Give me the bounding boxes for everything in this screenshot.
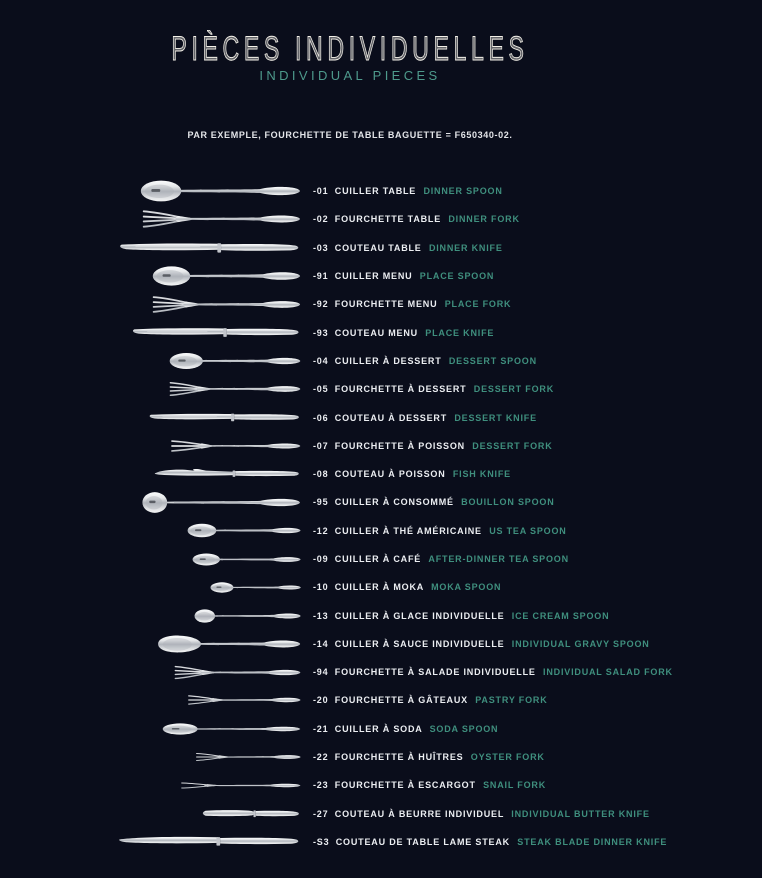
item-name-fr: FOURCHETTE À GÂTEAUX [334, 695, 468, 706]
cutlery-image-cell [0, 264, 302, 288]
item-name-en: DESSERT FORK [472, 440, 553, 451]
dinner-knife-icon [117, 240, 302, 256]
gravy-spoon-icon [157, 633, 302, 655]
place-knife-icon [130, 325, 302, 340]
item-code: -13 [313, 610, 329, 621]
list-item [0, 771, 762, 799]
item-name-en: FISH KNIFE [452, 469, 511, 480]
list-item [0, 715, 762, 743]
item-name-en: SODA SPOON [429, 723, 499, 734]
page-title: PIÈCES INDIVIDUELLES [171, 30, 529, 68]
cutlery-image-cell [0, 208, 302, 230]
item-code: -06 [313, 412, 329, 423]
salad-fork-icon [174, 664, 302, 681]
coffee-spoon-icon [192, 552, 302, 567]
butter-knife-icon [169, 807, 302, 821]
item-name-fr: COUTEAU DE TABLE LAME STEAK [335, 836, 510, 847]
item-code: -14 [313, 638, 329, 649]
item-name-en: ICE CREAM SPOON [511, 610, 610, 621]
item-label [302, 413, 537, 423]
list-item [0, 601, 762, 629]
item-code: -S3 [313, 836, 330, 847]
cutlery-image-cell [0, 552, 302, 567]
item-name-en: DINNER FORK [448, 214, 520, 225]
item-label [302, 837, 667, 847]
item-label [302, 441, 553, 451]
item-name-en: SNAIL FORK [483, 780, 547, 791]
item-code: -22 [313, 752, 329, 763]
item-code: -91 [313, 271, 329, 282]
item-label [302, 497, 555, 507]
cutlery-image-cell [0, 807, 302, 821]
item-code: -95 [313, 497, 329, 508]
cutlery-image-cell [0, 664, 302, 681]
cutlery-image-cell [0, 491, 302, 514]
page-subtitle: INDIVIDUAL PIECES [259, 68, 441, 83]
cutlery-image-cell [0, 467, 302, 481]
cutlery-image-cell [0, 834, 302, 849]
item-name-en: AFTER-DINNER TEA SPOON [428, 554, 569, 564]
item-label [302, 611, 609, 621]
item-name-fr: CUILLER MENU [334, 271, 413, 282]
list-item [0, 686, 762, 714]
item-label [302, 554, 569, 564]
item-name-fr: FOURCHETTE À SALADE INDIVIDUELLE [334, 667, 536, 678]
item-label [302, 639, 650, 649]
item-code: -02 [313, 214, 329, 225]
item-name-fr: CUILLER À CONSOMMÉ [334, 497, 454, 508]
item-name-en: BOUILLON SPOON [461, 497, 555, 508]
item-code: -93 [313, 327, 329, 338]
dessert-knife-icon [147, 411, 302, 424]
cutlery-image-cell [0, 608, 302, 624]
list-item [0, 658, 762, 686]
item-name-fr: FOURCHETTE À HUÎTRES [334, 752, 464, 763]
item-label [302, 469, 511, 479]
item-label [302, 186, 503, 196]
dinner-spoon-icon [140, 178, 302, 204]
item-label [302, 356, 537, 366]
list-item [0, 517, 762, 545]
item-label [302, 724, 498, 734]
item-label [302, 271, 494, 281]
item-name-en: DINNER KNIFE [428, 242, 503, 253]
item-name-en: PLACE KNIFE [425, 327, 495, 338]
place-spoon-icon [152, 264, 302, 288]
item-label [302, 582, 501, 592]
cutlery-image-cell [0, 178, 302, 204]
item-name-en: PLACE FORK [444, 299, 512, 310]
soda-spoon-icon [162, 722, 302, 736]
item-label [302, 526, 567, 536]
list-item [0, 234, 762, 262]
item-label [302, 752, 545, 762]
item-label [302, 214, 520, 224]
item-code: -10 [313, 582, 329, 593]
item-name-fr: CUILLER À DESSERT [334, 355, 442, 366]
cutlery-image-cell [0, 780, 302, 791]
item-name-en: DESSERT FORK [473, 384, 555, 395]
cutlery-image-cell [0, 581, 302, 594]
item-name-fr: CUILLER À GLACE INDIVIDUELLE [334, 610, 505, 621]
item-label [302, 384, 554, 394]
cutlery-image-cell [0, 522, 302, 539]
item-name-fr: FOURCHETTE À ESCARGOT [334, 780, 476, 791]
item-name-fr: CUILLER À THÉ AMÉRICAINE [334, 525, 482, 536]
cutlery-image-cell [0, 438, 302, 454]
item-name-fr: FOURCHETTE MENU [334, 299, 438, 310]
item-label [302, 299, 511, 309]
snail-fork-icon [180, 780, 302, 791]
item-code: -12 [313, 525, 329, 536]
list-item [0, 800, 762, 828]
item-name-en: OYSTER FORK [470, 752, 545, 763]
item-name-fr: CUILLER À CAFÉ [334, 554, 422, 564]
list-item [0, 347, 762, 375]
cutlery-image-cell [0, 240, 302, 256]
item-code: -27 [313, 808, 329, 819]
item-name-fr: COUTEAU MENU [334, 327, 418, 338]
pieces-list [0, 177, 762, 856]
item-name-fr: CUILLER À SODA [334, 723, 423, 734]
item-name-en: PASTRY FORK [475, 695, 548, 706]
item-code: -23 [313, 780, 329, 791]
item-name-fr: COUTEAU TABLE [334, 242, 422, 253]
tea-spoon-icon [187, 522, 302, 539]
item-label [302, 809, 650, 819]
item-name-en: DESSERT KNIFE [454, 412, 537, 423]
bouillon-spoon-icon [142, 491, 302, 514]
item-code: -07 [313, 440, 329, 451]
list-item [0, 205, 762, 233]
place-fork-icon [152, 294, 302, 315]
item-name-en: US TEA SPOON [489, 525, 567, 536]
item-name-en: INDIVIDUAL BUTTER KNIFE [511, 808, 650, 819]
item-code: -01 [313, 186, 329, 197]
item-name-fr: CUILLER À MOKA [334, 582, 424, 593]
cutlery-image-cell [0, 325, 302, 340]
cutlery-image-cell [0, 294, 302, 315]
cutlery-image-cell [0, 751, 302, 763]
item-code: -03 [313, 242, 329, 253]
item-name-fr: FOURCHETTE À DESSERT [334, 384, 467, 395]
item-code: -09 [313, 554, 329, 564]
item-label [302, 695, 548, 705]
list-item [0, 743, 762, 771]
item-name-en: INDIVIDUAL GRAVY SPOON [511, 638, 650, 649]
fish-knife-icon [152, 467, 302, 481]
item-label [302, 780, 546, 790]
item-label [302, 667, 673, 677]
list-item [0, 573, 762, 601]
item-name-en: DESSERT SPOON [448, 355, 537, 366]
item-name-en: PLACE SPOON [419, 271, 495, 282]
pastry-fork-icon [187, 693, 302, 707]
item-code: -05 [313, 384, 329, 395]
dessert-spoon-icon [169, 351, 302, 371]
list-item [0, 630, 762, 658]
cutlery-image-cell [0, 693, 302, 707]
item-code: -21 [313, 723, 329, 734]
list-item [0, 177, 762, 205]
item-code: -92 [313, 299, 329, 310]
list-item [0, 488, 762, 516]
example-note: PAR EXEMPLE, FOURCHETTE DE TABLE BAGUETTE = F650340-02. [187, 130, 513, 140]
item-name-fr: COUTEAU À POISSON [334, 469, 446, 480]
item-name-en: MOKA SPOON [431, 582, 502, 593]
cutlery-image-cell [0, 722, 302, 736]
list-item [0, 318, 762, 346]
list-item [0, 545, 762, 573]
cutlery-image-cell [0, 351, 302, 371]
cutlery-image-cell [0, 633, 302, 655]
cutlery-image-cell [0, 411, 302, 424]
item-name-fr: FOURCHETTE TABLE [334, 214, 442, 225]
moka-spoon-icon [210, 581, 302, 594]
item-code: -94 [313, 667, 329, 678]
cutlery-image-cell [0, 380, 302, 398]
item-name-fr: CUILLER TABLE [334, 186, 417, 197]
item-code: -08 [313, 469, 329, 480]
item-name-fr: CUILLER À SAUCE INDIVIDUELLE [334, 638, 505, 649]
item-label [302, 328, 494, 338]
item-name-fr: COUTEAU À BEURRE INDIVIDUEL [334, 808, 504, 819]
item-name-en: INDIVIDUAL SALAD FORK [543, 667, 673, 678]
list-item [0, 460, 762, 488]
fish-fork-icon [170, 438, 302, 454]
list-item [0, 262, 762, 290]
list-item [0, 432, 762, 460]
list-item [0, 290, 762, 318]
list-item [0, 403, 762, 431]
item-name-fr: COUTEAU À DESSERT [334, 412, 448, 423]
steak-knife-icon [117, 834, 302, 849]
list-item [0, 828, 762, 856]
list-item [0, 375, 762, 403]
item-name-en: STEAK BLADE DINNER KNIFE [517, 836, 668, 847]
ice-cream-spoon-icon [194, 608, 302, 624]
dinner-fork-icon [142, 208, 302, 230]
item-label [302, 243, 503, 253]
oyster-fork-icon [195, 751, 302, 763]
item-code: -20 [313, 695, 329, 706]
dessert-fork-icon [169, 380, 302, 398]
item-name-fr: FOURCHETTE À POISSON [334, 440, 465, 451]
item-code: -04 [313, 355, 329, 366]
item-name-en: DINNER SPOON [423, 186, 503, 197]
